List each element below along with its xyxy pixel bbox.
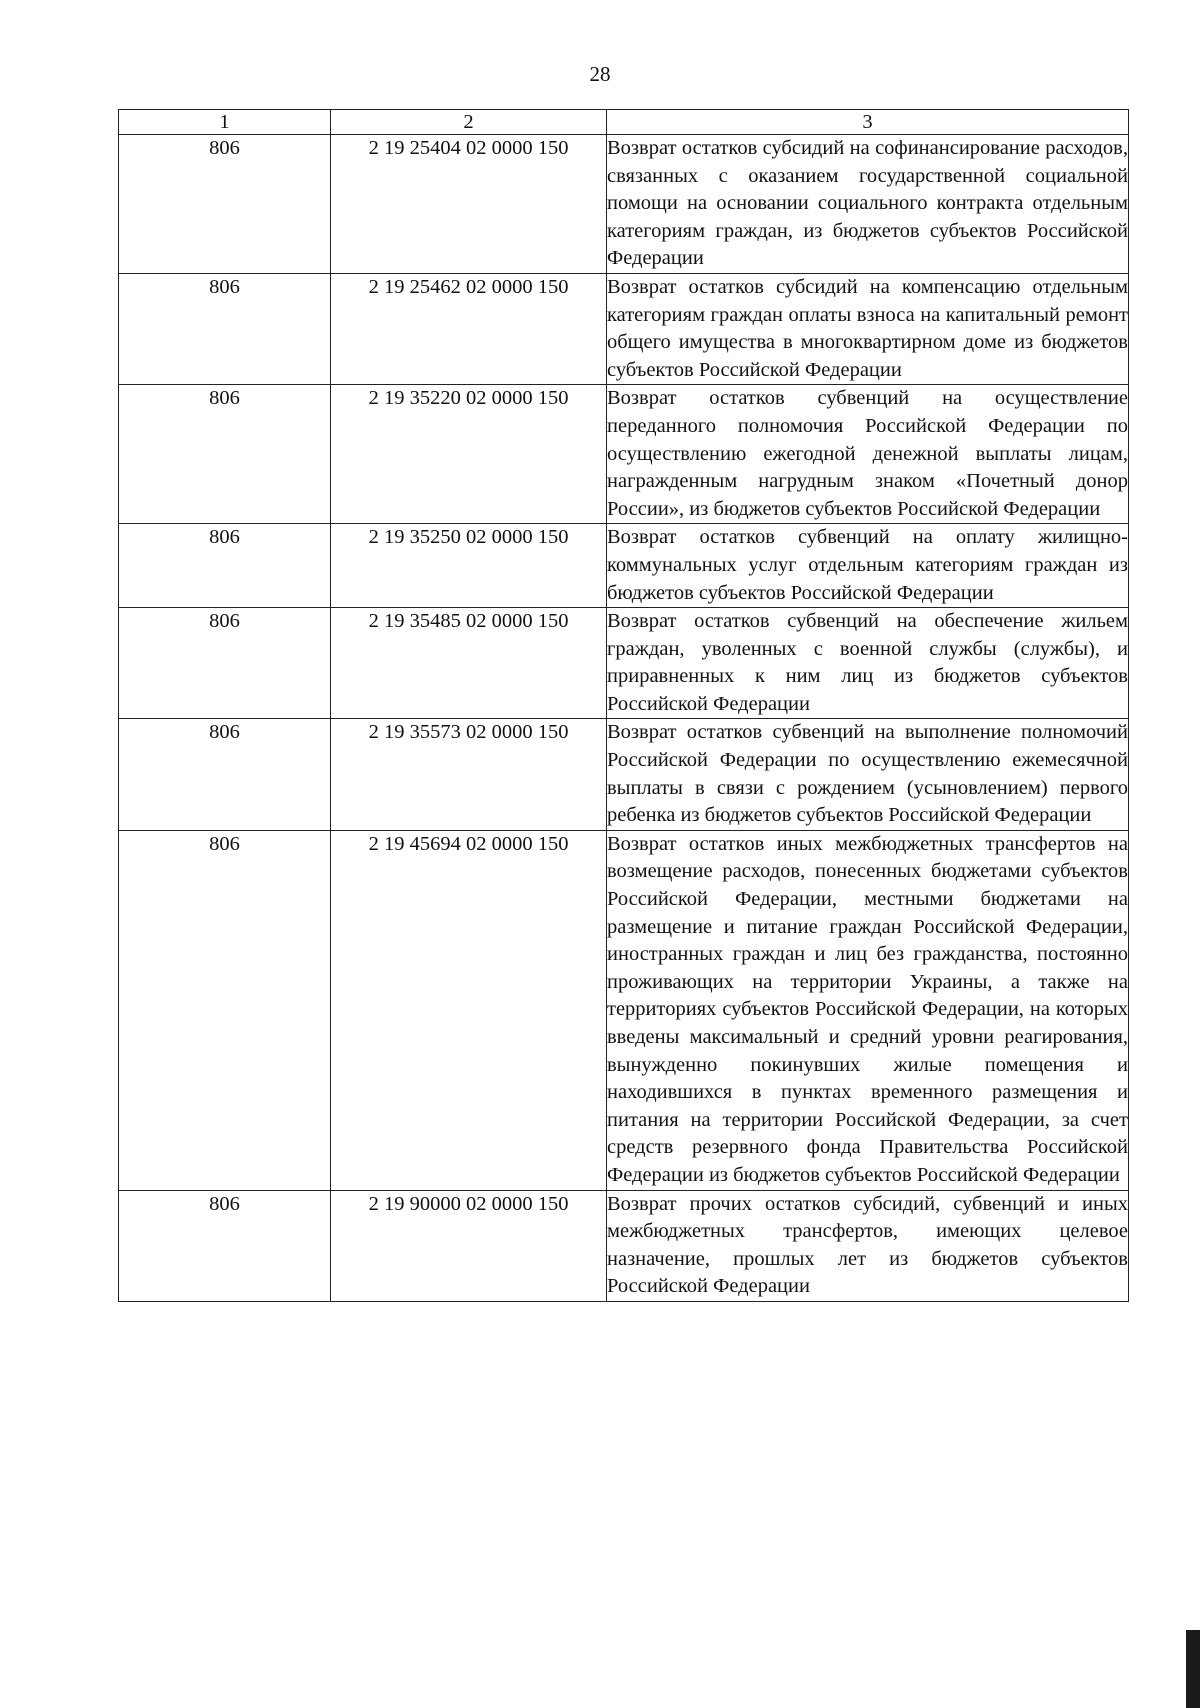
description-cell: Возврат остатков иных межбюджетных трансфертов на возмещение расходов, понесенных бюджетами субъектов Российской Федерации, местными бюджетами на размещение и питание граждан Российской Федерации, иностранных граждан и лиц без гражданства, постоянно проживающих на территории Украины, а также на территориях субъектов Российской Федерации, на которых введены максимальный и средний уровни реагирования, вынужденно покинувших жилые помещения и находившихся в пунктах временного размещения и питания на территории Российской Федерации, за счет средств резервного фонда Правительства Российской Федерации из бюджетов субъектов Российской Федерации: [607, 830, 1129, 1190]
table-row: [119, 385, 1129, 524]
admin-code-cell: 806: [119, 273, 331, 384]
column-header-3: 3: [607, 110, 1129, 135]
description-cell: Возврат остатков субвенций на оплату жилищно-коммунальных услуг отдельным категориям граждан из бюджетов субъектов Российской Федерации: [607, 524, 1129, 608]
description-cell: Возврат остатков субвенций на обеспечение жильем граждан, уволенных с военной службы (службы), и приравненных к ним лиц из бюджетов субъектов Российской Федерации: [607, 608, 1129, 719]
admin-code-cell: 806: [119, 1190, 331, 1301]
budget-code-cell: 2 19 25404 02 0000 150: [331, 135, 607, 274]
description-cell: Возврат остатков субсидий на софинансирование расходов, связанных с оказанием государственной социальной помощи на основании социального контракта отдельным категориям граждан, из бюджетов субъектов Российской Федерации: [607, 135, 1129, 274]
budget-code-cell: 2 19 35573 02 0000 150: [331, 719, 607, 830]
column-header-2: 2: [331, 110, 607, 135]
table-row: [119, 830, 1129, 1190]
budget-code-cell: 2 19 90000 02 0000 150: [331, 1190, 607, 1301]
admin-code-cell: 806: [119, 608, 331, 719]
description-cell: Возврат прочих остатков субсидий, субвенций и иных межбюджетных трансфертов, имеющих целевое назначение, прошлых лет из бюджетов субъектов Российской Федерации: [607, 1190, 1129, 1301]
budget-code-cell: 2 19 35220 02 0000 150: [331, 385, 607, 524]
admin-code-cell: 806: [119, 719, 331, 830]
description-cell: Возврат остатков субсидий на компенсацию отдельным категориям граждан оплаты взноса на капитальный ремонт общего имущества в многоквартирном доме из бюджетов субъектов Российской Федерации: [607, 273, 1129, 384]
table-row: [119, 719, 1129, 830]
column-header-1: 1: [119, 110, 331, 135]
budget-classification-table: [118, 109, 1129, 1302]
table-row: [119, 608, 1129, 719]
page-number: 28: [589, 62, 611, 86]
budget-code-cell: 2 19 25462 02 0000 150: [331, 273, 607, 384]
admin-code-cell: 806: [119, 135, 331, 274]
budget-code-cell: 2 19 35485 02 0000 150: [331, 608, 607, 719]
admin-code-cell: 806: [119, 385, 331, 524]
table-header-row: [119, 110, 1129, 135]
description-cell: Возврат остатков субвенций на выполнение полномочий Российской Федерации по осуществлению ежемесячной выплаты в связи с рождением (усыновлением) первого ребенка из бюджетов субъектов Российской Федерации: [607, 719, 1129, 830]
admin-code-cell: 806: [119, 830, 331, 1190]
scan-edge-mark: [1186, 1630, 1200, 1708]
table-row: [119, 135, 1129, 274]
table-row: [119, 524, 1129, 608]
table-row: [119, 273, 1129, 384]
budget-code-cell: 2 19 35250 02 0000 150: [331, 524, 607, 608]
admin-code-cell: 806: [119, 524, 331, 608]
budget-code-cell: 2 19 45694 02 0000 150: [331, 830, 607, 1190]
table-row: [119, 1190, 1129, 1301]
description-cell: Возврат остатков субвенций на осуществление переданного полномочия Российской Федерации по осуществлению ежегодной денежной выплаты лицам, награжденным нагрудным знаком «Почетный донор России», из бюджетов субъектов Российской Федерации: [607, 385, 1129, 524]
